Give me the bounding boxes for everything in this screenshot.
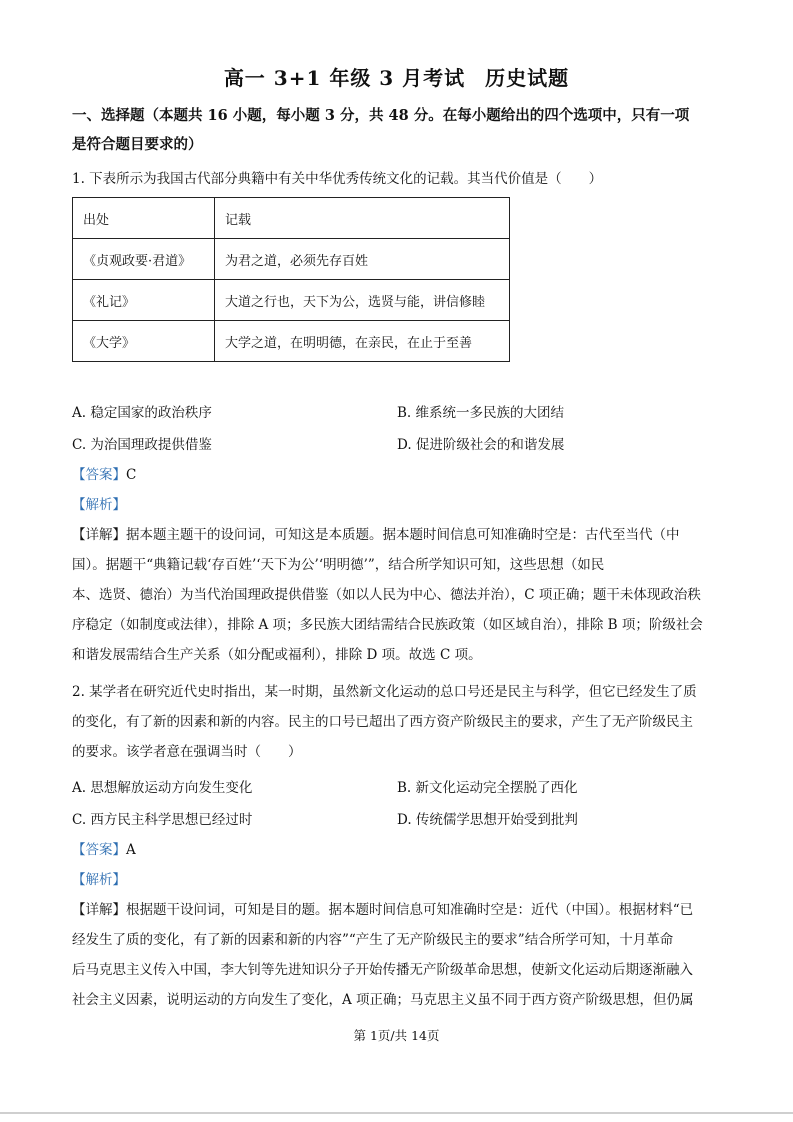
table-cell: 为君之道，必须先存百姓	[215, 239, 510, 280]
title-main: 高一 3+1 年级 3 月考试	[223, 66, 466, 90]
table-cell: 大道之行也，天下为公，选贤与能，讲信修睦	[215, 280, 510, 321]
q2-detail-line: 经发生了质的变化，有了新的因素和新的内容”“产生了无产阶级民主的要求”结合所学可知，十月革命	[72, 932, 674, 948]
q1-stem: 1. 下表所示为我国古代部分典籍中有关中华优秀传统文化的记载。其当代价值是（ ）	[72, 171, 603, 187]
q2-detail-line: 社会主义因素，说明运动的方向发生了变化，A 项正确；马克思主义虽不同于西方资产阶级思想，但仍属	[72, 992, 694, 1008]
q1-option-a: A. 稳定国家的政治秩序	[72, 405, 212, 421]
table-cell: 《大学》	[73, 321, 215, 362]
q2-stem-line: 的要求。该学者意在强调当时（ ）	[72, 744, 302, 760]
q1-detail-line: 和谐发展需结合生产关系（如分配或福利），排除 D 项。故选 C 项。	[72, 647, 482, 663]
q2-option-b: B. 新文化运动完全摆脱了西化	[397, 780, 578, 796]
q1-detail-line: 本、选贤、德治）为当代治国理政提供借鉴（如以人民为中心、德法并治），C 项正确；题干未体现政治秩	[72, 587, 701, 603]
answer-value: A	[126, 842, 136, 858]
q2-detail-line: 【详解】根据题干设问词，可知是目的题。据本题时间信息可知准确时空是：近代（中国）。根据材料“已	[72, 902, 694, 918]
q1-source-table	[72, 197, 510, 362]
bottom-divider	[0, 1112, 793, 1114]
q1-detail-line: 序稳定（如制度或法律），排除 A 项；多民族大团结需结合民族政策（如区域自治），排除 B 项；阶级社会	[72, 617, 703, 633]
q1-option-b: B. 维系统一多民族的大团结	[397, 405, 565, 421]
table-cell: 《礼记》	[73, 280, 215, 321]
table-row	[73, 239, 510, 280]
q2-option-a: A. 思想解放运动方向发生变化	[72, 780, 253, 796]
q1-answer	[72, 465, 727, 485]
answer-tag: 【答案】	[72, 467, 126, 483]
table-header-cell: 记载	[215, 198, 510, 239]
q2-stem-line: 2. 某学者在研究近代史时指出，某一时期，虽然新文化运动的总口号还是民主与科学，但它已经发生了质	[72, 684, 697, 700]
answer-tag: 【答案】	[72, 842, 126, 858]
page-title	[0, 62, 793, 91]
detail-tag: 【详解】	[72, 527, 126, 543]
q2-option-d: D. 传统儒学思想开始受到批判	[397, 812, 578, 828]
answer-value: C	[126, 467, 137, 483]
table-row	[73, 280, 510, 321]
q2-analysis-tag: 【解析】	[72, 872, 126, 888]
q2-answer	[72, 840, 727, 860]
q1-option-c: C. 为治国理政提供借鉴	[72, 437, 212, 453]
table-header-cell: 出处	[73, 198, 215, 239]
table-cell: 大学之道，在明明德，在亲民，在止于至善	[215, 321, 510, 362]
q2-stem-line: 的变化，有了新的因素和新的内容。民主的口号已超出了西方资产阶级民主的要求，产生了无产阶级民主	[72, 714, 693, 730]
title-subject: 历史试题	[485, 66, 570, 90]
section-heading-line1: 一、选择题（本题共 16 小题，每小题 3 分，共 48 分。在每小题给出的四个选项中，只有一项	[72, 107, 690, 124]
q1-analysis-tag: 【解析】	[72, 497, 126, 513]
q1-detail-line: 【详解】据本题主题干的设问词，可知这是本质题。据本题时间信息可知准确时空是：古代至当代（中	[72, 527, 680, 543]
q2-option-c: C. 西方民主科学思想已经过时	[72, 812, 253, 828]
page-number: 第 1页/共 14页	[353, 1028, 440, 1043]
q1-detail-line: 国）。据题干“典籍记载‘存百姓’‘天下为公’‘明明德’”，结合所学知识可知，这些思想（如民	[72, 557, 605, 573]
table-cell: 《贞观政要·君道》	[73, 239, 215, 280]
section-heading-line2: 是符合题目要求的）	[72, 136, 203, 153]
table-header-row	[73, 198, 510, 239]
table-row	[73, 321, 510, 362]
q1-option-d: D. 促进阶级社会的和谐发展	[397, 437, 565, 453]
q2-detail-line: 后马克思主义传入中国，李大钊等先进知识分子开始传播无产阶级革命思想，使新文化运动后期逐渐融入	[72, 962, 693, 978]
detail-tag: 【详解】	[72, 902, 126, 918]
